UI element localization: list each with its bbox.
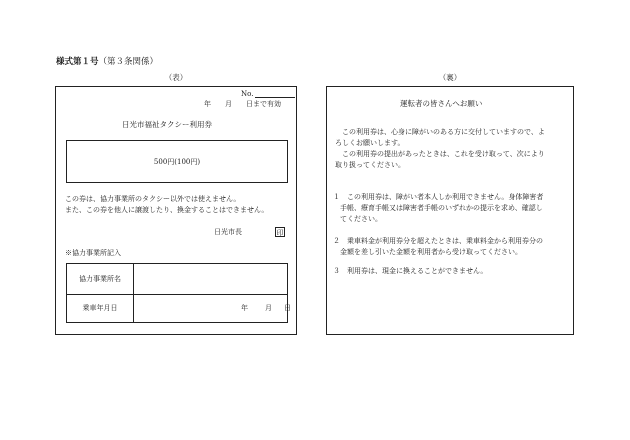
ride-date-year: 年 [241,304,248,312]
intro-line: この利用券の提出があったときは、これを受け取って、次により [335,150,545,158]
rule-line: ２ 乗車料金が利用券分を超えたときは、乗車料金から利用券分の [333,237,543,245]
serial-number-label: No. [241,90,254,98]
ride-date-day: 日 [284,304,291,312]
rule-line: 金額を差し引いた金額を利用者から受け取ってください。 [333,248,522,256]
intro-line: ろしくお願いします。 [335,139,405,147]
rule-line: 手帳、療育手帳又は障害者手帳のいずれかの提示を求め、確認し [333,204,543,212]
ticket-title: 日光市福祉タクシー利用券 [122,120,212,129]
amount-value: 500円(100円) [153,158,201,166]
serial-number [241,90,295,98]
ticket-front-panel [55,86,297,335]
partner-entry-table [66,263,291,323]
driver-notice-title: 運転者の皆さんへお願い [400,99,483,108]
form-number: 様式第１号 [56,57,99,67]
intro-line: 取り扱ってください。 [335,161,405,169]
ride-date-label: 乗車年月日 [67,294,134,322]
intro-paragraph [335,127,545,171]
partner-note: ※協力事業所記入 [65,249,121,257]
official-seal: 印 [276,229,284,237]
form-reference: （第３条関係） [98,57,159,67]
issuer-name: 日光市長 [214,228,242,236]
form-title [56,55,158,67]
amount-box [66,140,288,183]
rule-line: てください。 [333,215,382,223]
rule-item-1 [333,192,543,225]
validity-line: 年 月 日まで有効 [204,100,281,108]
front-side-label: （表） [164,73,188,82]
ride-date-month: 月 [265,304,272,312]
notice-line-2: また、この券を他人に譲渡したり、換金することはできません。 [65,206,269,214]
ride-date-row [67,294,291,322]
partner-name-row [67,264,287,295]
rule-item-3: ３ 利用券は、現金に換えることができません。 [333,267,488,275]
rule-line: １ この利用券は、障がい者本人しか利用できません。身体障害者 [333,193,544,201]
rule-item-2 [333,236,543,258]
ticket-back-panel [326,86,574,335]
back-side-label: （裏） [438,73,462,82]
partner-name-label: 協力事業所名 [67,264,134,294]
intro-line: この利用券は、心身に障がいのある方に交付していますので、よ [335,128,545,136]
notice-line-1: この券は、協力事業所のタクシー以外では使えません。 [65,195,241,203]
serial-number-line [255,90,295,98]
